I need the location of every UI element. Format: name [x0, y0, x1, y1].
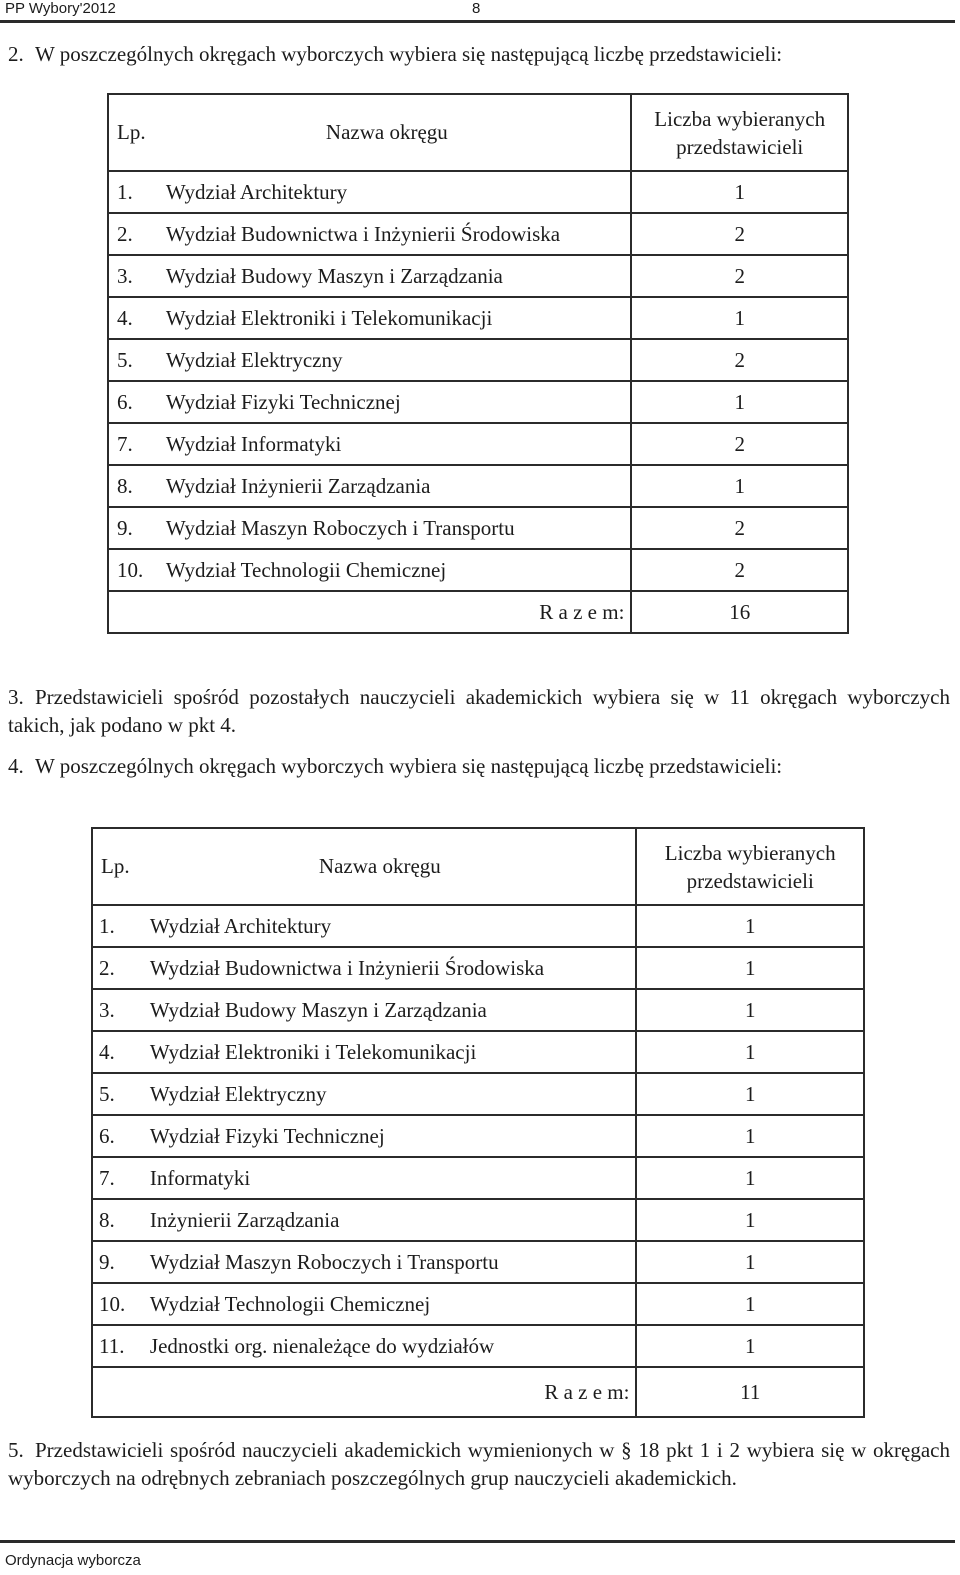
row-count: 1 — [631, 171, 848, 213]
table-row — [108, 381, 848, 423]
table-row — [108, 213, 848, 255]
table-row — [108, 255, 848, 297]
table-row — [92, 1031, 864, 1073]
table-header-row — [92, 828, 864, 905]
table-total-row — [108, 591, 848, 633]
table-row — [108, 339, 848, 381]
row-lp: 9. — [92, 1241, 141, 1283]
row-count: 2 — [631, 255, 848, 297]
paragraph-number: 3. — [8, 685, 24, 709]
row-count: 1 — [636, 1325, 864, 1367]
row-lp: 2. — [92, 947, 141, 989]
row-count: 2 — [631, 213, 848, 255]
footer-divider — [0, 1540, 955, 1543]
header-divider — [0, 20, 955, 23]
row-count: 1 — [631, 465, 848, 507]
header-count: Liczba wybieranych przedstawicieli — [631, 94, 848, 171]
table-row — [92, 989, 864, 1031]
row-name: Wydział Fizyki Technicznej — [141, 1115, 637, 1157]
header-lp: Lp. — [108, 94, 156, 171]
row-lp: 3. — [92, 989, 141, 1031]
row-count: 1 — [631, 381, 848, 423]
header-count: Liczba wybieranych przedstawicieli — [636, 828, 864, 905]
row-count: 2 — [631, 339, 848, 381]
row-lp: 4. — [92, 1031, 141, 1073]
row-name: Wydział Budownictwa i Inżynierii Środowiska — [141, 947, 637, 989]
row-lp: 5. — [108, 339, 156, 381]
table-total-row — [92, 1367, 864, 1417]
total-value: 16 — [631, 591, 848, 633]
row-name: Informatyki — [141, 1157, 637, 1199]
row-name: Wydział Elektroniki i Telekomunikacji — [156, 297, 631, 339]
row-name: Jednostki org. nienależące do wydziałów — [141, 1325, 637, 1367]
table-row — [92, 947, 864, 989]
table-row — [92, 1157, 864, 1199]
table-row — [108, 423, 848, 465]
row-count: 1 — [636, 1157, 864, 1199]
row-count: 1 — [636, 905, 864, 947]
row-lp: 7. — [92, 1157, 141, 1199]
row-count: 1 — [636, 1031, 864, 1073]
table-row — [108, 465, 848, 507]
footer-title: Ordynacja wyborcza — [5, 1552, 141, 1569]
table-row — [92, 1199, 864, 1241]
paragraph-number: 4. — [8, 754, 24, 778]
paragraph-number: 2. — [8, 42, 24, 66]
row-name: Wydział Budownictwa i Inżynierii Środowiska — [156, 213, 631, 255]
row-lp: 10. — [92, 1283, 141, 1325]
row-lp: 7. — [108, 423, 156, 465]
row-name: Wydział Technologii Chemicznej — [141, 1283, 637, 1325]
header-name-text: Nazwa okręgu — [325, 120, 448, 144]
row-count: 1 — [636, 1199, 864, 1241]
paragraph-text: W poszczególnych okręgach wyborczych wybiera się następującą liczbę przedstawicieli: — [35, 42, 783, 66]
total-label: R a z e m: — [108, 591, 631, 633]
row-name: Wydział Maszyn Roboczych i Transportu — [141, 1241, 637, 1283]
total-value: 11 — [636, 1367, 864, 1417]
row-lp: 10. — [108, 549, 156, 591]
table-header-row — [108, 94, 848, 171]
paragraph-text: W poszczególnych okręgach wyborczych wybiera się następującą liczbę przedstawicieli: — [35, 754, 783, 778]
row-lp: 1. — [108, 171, 156, 213]
districts-table-2 — [91, 827, 865, 1418]
row-name: Inżynierii Zarządzania — [141, 1199, 637, 1241]
row-count: 1 — [636, 1283, 864, 1325]
row-lp: 8. — [108, 465, 156, 507]
row-lp: 6. — [92, 1115, 141, 1157]
table-row — [108, 549, 848, 591]
row-lp: 8. — [92, 1199, 141, 1241]
page-footer — [0, 1540, 960, 1575]
page-header — [0, 0, 960, 22]
paragraph-text: Przedstawicieli spośród nauczycieli akademickich wymienionych w § 18 pkt 1 i 2 wybiera się w okręgach wyborczych na odrębnych zebraniach poszczególnych grup nauczycieli akademickich. — [8, 1438, 950, 1490]
row-name: Wydział Budowy Maszyn i Zarządzania — [156, 255, 631, 297]
paragraph-2 — [8, 40, 950, 68]
table-row — [92, 905, 864, 947]
row-name: Wydział Inżynierii Zarządzania — [156, 465, 631, 507]
header-name — [156, 94, 631, 171]
table-row — [92, 1325, 864, 1367]
row-lp: 6. — [108, 381, 156, 423]
row-name: Wydział Elektroniki i Telekomunikacji — [141, 1031, 637, 1073]
table-row — [92, 1241, 864, 1283]
paragraph-text: Przedstawicieli spośród pozostałych nauczycieli akademickich wybiera się w 11 okręgach wyborczych takich, jak podano w pkt 4. — [8, 685, 950, 737]
row-count: 1 — [631, 297, 848, 339]
page-number: 8 — [472, 0, 481, 17]
header-name — [141, 828, 637, 905]
table-row — [92, 1283, 864, 1325]
header-lp: Lp. — [92, 828, 141, 905]
row-lp: 2. — [108, 213, 156, 255]
table-row — [108, 297, 848, 339]
row-lp: 5. — [92, 1073, 141, 1115]
row-name: Wydział Fizyki Technicznej — [156, 381, 631, 423]
table-row — [108, 507, 848, 549]
row-name: Wydział Architektury — [141, 905, 637, 947]
row-count: 1 — [636, 1115, 864, 1157]
row-count: 1 — [636, 947, 864, 989]
total-label: R a z e m: — [92, 1367, 636, 1417]
table-row — [108, 171, 848, 213]
paragraph-4 — [8, 752, 950, 780]
row-lp: 11. — [92, 1325, 141, 1367]
table-row — [92, 1073, 864, 1115]
row-count: 1 — [636, 1073, 864, 1115]
row-name: Wydział Informatyki — [156, 423, 631, 465]
table-row — [92, 1115, 864, 1157]
row-count: 2 — [631, 423, 848, 465]
row-count: 1 — [636, 989, 864, 1031]
row-lp: 9. — [108, 507, 156, 549]
row-count: 2 — [631, 507, 848, 549]
row-lp: 3. — [108, 255, 156, 297]
header-title: PP Wybory'2012 — [5, 0, 116, 17]
row-name: Wydział Maszyn Roboczych i Transportu — [156, 507, 631, 549]
paragraph-number: 5. — [8, 1438, 24, 1462]
districts-table-1 — [107, 93, 849, 634]
row-lp: 1. — [92, 905, 141, 947]
paragraph-5 — [8, 1436, 950, 1492]
row-lp: 4. — [108, 297, 156, 339]
row-count: 2 — [631, 549, 848, 591]
row-name: Wydział Technologii Chemicznej — [156, 549, 631, 591]
row-name: Wydział Elektryczny — [141, 1073, 637, 1115]
row-name: Wydział Architektury — [156, 171, 631, 213]
paragraph-3 — [8, 683, 950, 739]
row-name: Wydział Elektryczny — [156, 339, 631, 381]
row-count: 1 — [636, 1241, 864, 1283]
row-name: Wydział Budowy Maszyn i Zarządzania — [141, 989, 637, 1031]
header-name-text: Nazwa okręgu — [318, 854, 441, 878]
